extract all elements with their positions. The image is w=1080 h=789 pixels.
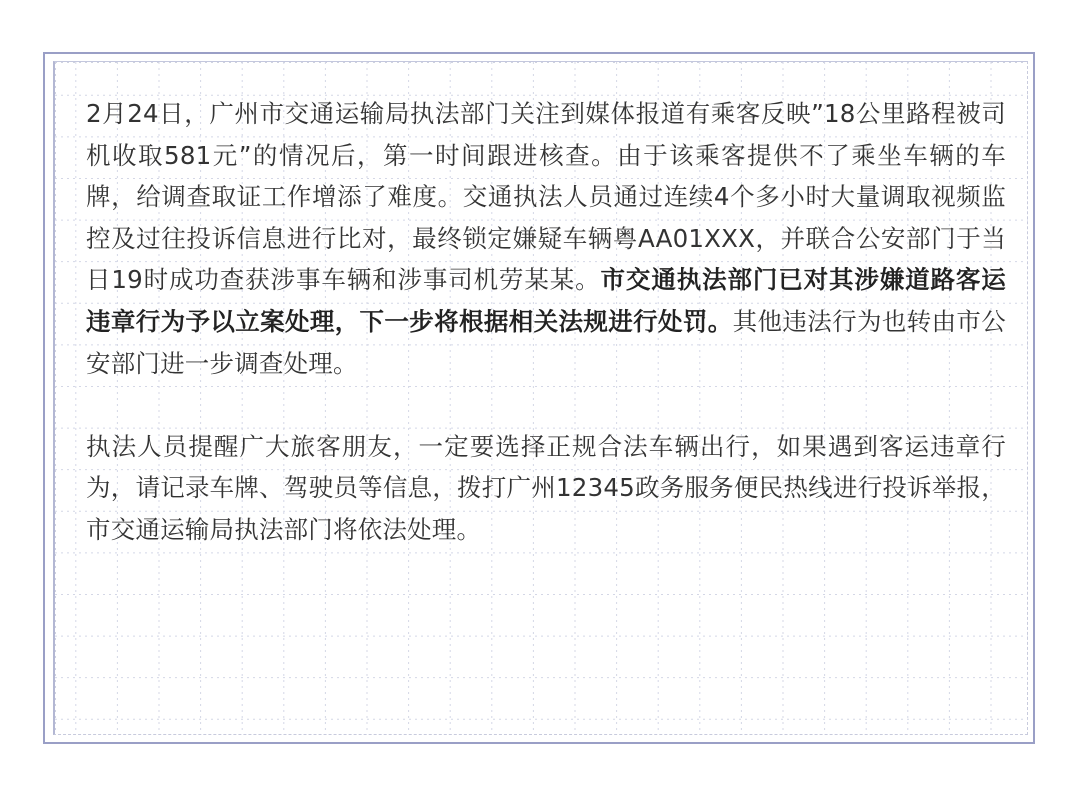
paragraph-1-emphasis: 市交通执法部门已对其涉嫌道路客运违章行为予以立案处理，下一步将根据相关法规进行处罚。 [86,265,1006,336]
article-paragraph-2: 执法人员提醒广大旅客朋友，一定要选择正规合法车辆出行，如果遇到客运违章行为，请记录车牌、驾驶员等信息，拨打广州12345政务服务便民热线进行投诉举报，市交通运输局执法部门将依法处理。 [86,431,1006,544]
paragraph-1-intro: 2月24日，广州市交通运输局执法部门关注到媒体报道有乘客反映”18公里路程被司机收取581元”的情况后，第一时间跟进核查。由于该乘客提供不了乘坐车辆的车牌，给调查取证工作增添了难度。交通执法人员通过连续4个多小时大量调取视频监控及过往投诉信息进行比对，最终锁定嫌疑车辆粤AA01XXX，并联合公安部门于当日19时成功查获涉事车辆和涉事司机劳某某。 [86,99,1006,295]
paragraph-1-outro: 其他违法行为也转由市公安部门进一步调查处理。 [86,306,1007,378]
article-body [86,93,1006,551]
article-paragraph-1 [86,93,1006,384]
